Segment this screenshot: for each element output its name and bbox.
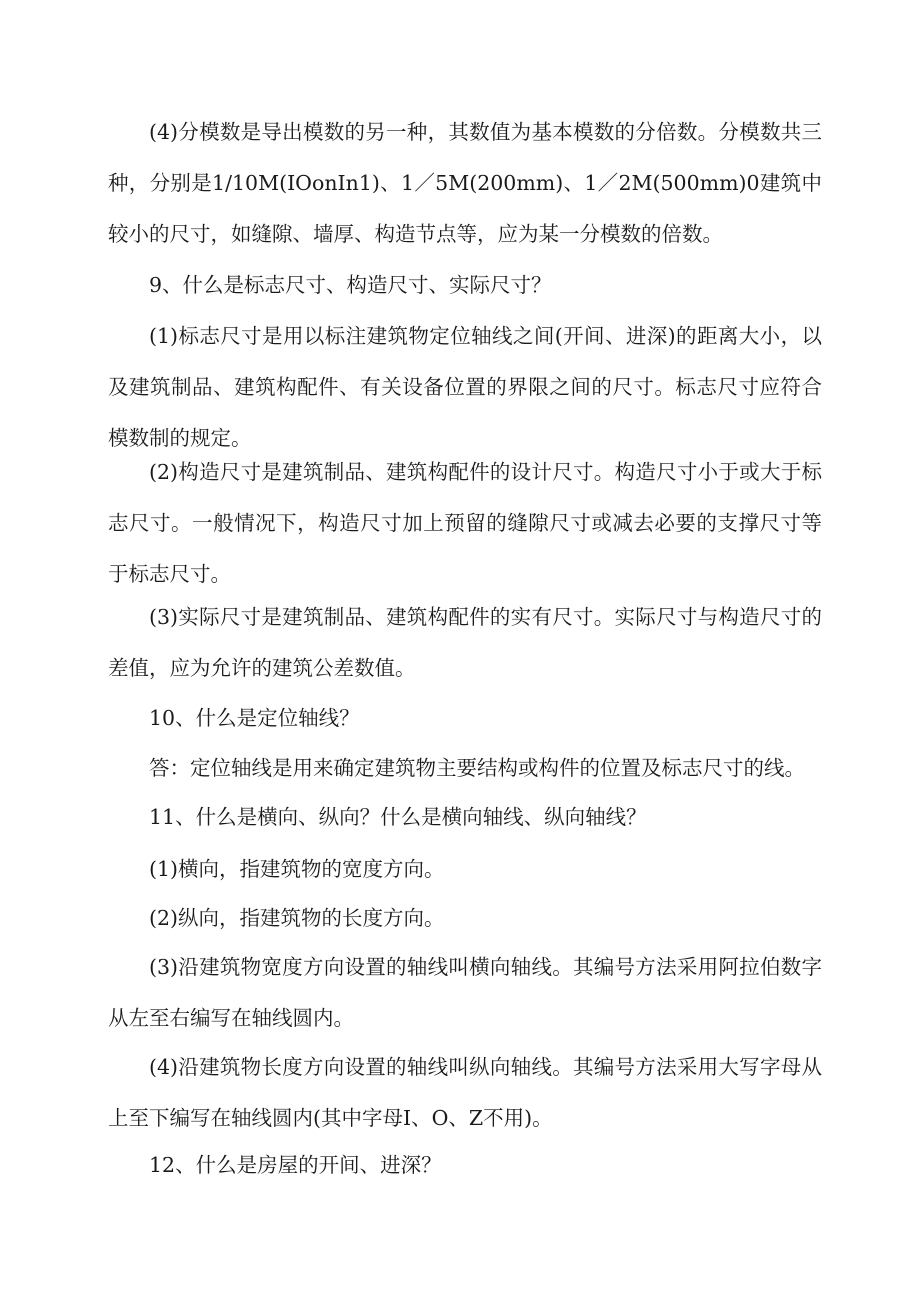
paragraph-nominal-size: (1)标志尺寸是用以标注建筑物定位轴线之间(开间、进深)的距离大小，以及建筑制品、建筑构配件、有关设备位置的界限之间的尺寸。标志尺寸应符合模数制的规定。 xyxy=(108,324,822,450)
question-10: 10、什么是定位轴线？ xyxy=(149,706,360,730)
question-11: 11、什么是横向、纵向？什么是横向轴线、纵向轴线？ xyxy=(149,805,647,829)
paragraph-transverse-axis: (3)沿建筑物宽度方向设置的轴线叫横向轴线。其编号方法采用阿拉伯数字从左至右编写在轴线圆内。 xyxy=(108,955,822,1030)
answer-10: 答：定位轴线是用来确定建筑物主要结构或构件的位置及标志尺寸的线。 xyxy=(149,756,805,780)
question-12: 12、什么是房屋的开间、进深？ xyxy=(149,1153,442,1177)
question-9: 9、什么是标志尺寸、构造尺寸、实际尺寸？ xyxy=(149,273,552,297)
paragraph-longitudinal-axis: (4)沿建筑物长度方向设置的轴线叫纵向轴线。其编号方法采用大写字母从上至下编写在轴线圆内(其中字母I、O、Z不用)。 xyxy=(108,1055,822,1130)
paragraph-longitudinal: (2)纵向，指建筑物的长度方向。 xyxy=(149,906,445,930)
paragraph-transverse: (1)横向，指建筑物的宽度方向。 xyxy=(149,857,445,881)
paragraph-construction-size: (2)构造尺寸是建筑制品、建筑构配件的设计尺寸。构造尺寸小于或大于标志尺寸。一般情况下，构造尺寸加上预留的缝隙尺寸或减去必要的支撑尺寸等于标志尺寸。 xyxy=(108,460,822,586)
paragraph-actual-size: (3)实际尺寸是建筑制品、建筑构配件的实有尺寸。实际尺寸与构造尺寸的差值，应为允许的建筑公差数值。 xyxy=(108,605,822,680)
paragraph-modulus-4: (4)分模数是导出模数的另一种，其数值为基本模数的分倍数。分模数共三种，分别是1/10M(IOonIn1)、1／5M(200mm)、1／2M(500mm)0建筑中较小的尺寸，如缝隙、墙厚、构造节点等，应为某一分模数的倍数。 xyxy=(108,120,822,246)
